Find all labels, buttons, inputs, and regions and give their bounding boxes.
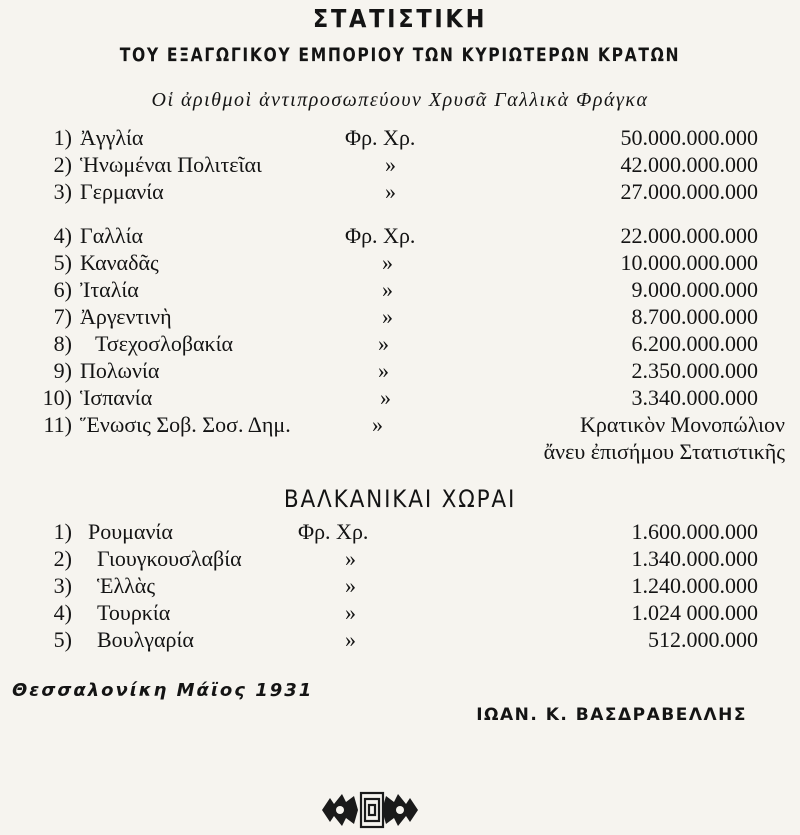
row-number: 2) xyxy=(53,152,72,177)
row-number: 3) xyxy=(53,179,72,204)
country-name: Ἱσπανία xyxy=(80,385,153,410)
export-value: 50.000.000.000 xyxy=(620,125,758,150)
country-name: Ἀργεντινὴ xyxy=(80,304,172,329)
row-number: 10) xyxy=(42,385,72,410)
ditto-mark: » xyxy=(378,331,389,356)
country-name: Τσεχοσλοβακία xyxy=(95,331,234,356)
table-row xyxy=(0,303,800,330)
export-value: 1.600.000.000 xyxy=(631,519,758,544)
table-row xyxy=(0,599,800,626)
currency-label: Φρ. Χρ. xyxy=(298,519,369,544)
ditto-mark: » xyxy=(372,412,383,437)
ditto-mark: » xyxy=(385,179,396,204)
ditto-mark: » xyxy=(382,304,393,329)
ditto-mark: » xyxy=(382,250,393,275)
table-row xyxy=(0,222,800,249)
export-value: Κρατικὸν Μονοπώλιον xyxy=(579,412,785,437)
table-row xyxy=(0,626,800,653)
country-name: Ἕνωσις Σοβ. Σοσ. Δημ. xyxy=(80,412,291,437)
country-name: Πολωνία xyxy=(80,358,160,383)
ditto-mark: » xyxy=(345,627,356,652)
currency-note: Οἱ ἀριθμοὶ ἀντιπροσωπεύουν Χρυσᾶ Γαλλικὰ Φράγκα xyxy=(151,89,649,111)
main-table-cont xyxy=(0,222,800,465)
main-table xyxy=(0,124,800,205)
table-row xyxy=(0,411,800,438)
row-number: 6) xyxy=(53,277,72,302)
country-name: Καναδᾶς xyxy=(80,250,159,275)
country-name: Βουλγαρία xyxy=(97,627,194,652)
row-number: 5) xyxy=(53,250,72,275)
ditto-mark: » xyxy=(345,600,356,625)
export-value: 1.340.000.000 xyxy=(631,546,758,571)
row-number: 1) xyxy=(53,125,72,150)
table-row xyxy=(0,178,800,205)
row-number: 3) xyxy=(53,573,72,598)
country-name: Γαλλία xyxy=(80,223,144,248)
ditto-mark: » xyxy=(345,573,356,598)
export-value: 1.024 000.000 xyxy=(631,600,758,625)
export-value: 3.340.000.000 xyxy=(631,385,758,410)
ditto-mark: » xyxy=(385,152,396,177)
country-name: Ἑλλὰς xyxy=(97,573,156,598)
row-number: 8) xyxy=(53,331,72,356)
export-value: 9.000.000.000 xyxy=(631,277,758,302)
country-name: Γερμανία xyxy=(80,179,164,204)
balkan-heading: ΒΑΛΚΑΝΙΚΑΙ ΧΩΡΑΙ xyxy=(283,485,517,513)
ditto-mark: » xyxy=(382,277,393,302)
table-row-continuation xyxy=(0,438,800,465)
row-number: 4) xyxy=(53,223,72,248)
page-subtitle: ΤΟΥ ΕΞΑΓΩΓΙΚΟΥ ΕΜΠΟΡΙΟΥ ΤΩΝ ΚΥΡΙΩΤΕΡΩΝ ΚΡΑΤΩΝ xyxy=(119,44,681,66)
author-signature: ΙΩΑΝ. Κ. ΒΑΣΔΡΑΒΕΛΛΗΣ xyxy=(476,705,747,725)
export-value: 27.000.000.000 xyxy=(620,179,758,204)
country-name: Ἡνωμέναι Πολιτεῖαι xyxy=(80,152,262,177)
export-value: 512.000.000 xyxy=(648,627,758,652)
export-value: 8.700.000.000 xyxy=(631,304,758,329)
ditto-mark: » xyxy=(378,358,389,383)
export-value: 2.350.000.000 xyxy=(631,358,758,383)
country-name: Τουρκία xyxy=(97,600,171,625)
row-number: 7) xyxy=(53,304,72,329)
export-value: 22.000.000.000 xyxy=(620,223,758,248)
table-row xyxy=(0,384,800,411)
place-date: Θεσσαλονίκη Μάϊος 1931 xyxy=(12,680,314,701)
export-value: 10.000.000.000 xyxy=(620,250,758,275)
row-number: 4) xyxy=(53,600,72,625)
balkan-table xyxy=(0,518,800,653)
row-number: 11) xyxy=(43,412,72,437)
table-row xyxy=(0,572,800,599)
currency-label: Φρ. Χρ. xyxy=(345,223,416,248)
export-value-note: ἄνευ ἐπισήμου Στατιστικῆς xyxy=(543,439,785,464)
export-value: 1.240.000.000 xyxy=(631,573,758,598)
table-row xyxy=(0,124,800,151)
table-row xyxy=(0,276,800,303)
country-name: Ἀγγλία xyxy=(80,125,144,150)
table-row xyxy=(0,357,800,384)
table-row xyxy=(0,330,800,357)
row-number: 5) xyxy=(53,627,72,652)
table-row xyxy=(0,518,800,545)
page-title: ΣΤΑΤΙΣΤΙΚΗ xyxy=(312,4,488,33)
ditto-mark: » xyxy=(380,385,391,410)
table-row xyxy=(0,151,800,178)
ditto-mark: » xyxy=(345,546,356,571)
country-name: Ρουμανία xyxy=(88,519,173,544)
table-row xyxy=(0,545,800,572)
currency-label: Φρ. Χρ. xyxy=(345,125,416,150)
table-row xyxy=(0,249,800,276)
export-value: 6.200.000.000 xyxy=(631,331,758,356)
country-name: Ἰταλία xyxy=(80,277,139,302)
row-number: 2) xyxy=(53,546,72,571)
greek-key-ornament-icon xyxy=(320,790,420,835)
row-number: 9) xyxy=(53,358,72,383)
export-value: 42.000.000.000 xyxy=(620,152,758,177)
country-name: Γιουγκουσλαβία xyxy=(97,546,242,571)
row-number: 1) xyxy=(53,519,72,544)
